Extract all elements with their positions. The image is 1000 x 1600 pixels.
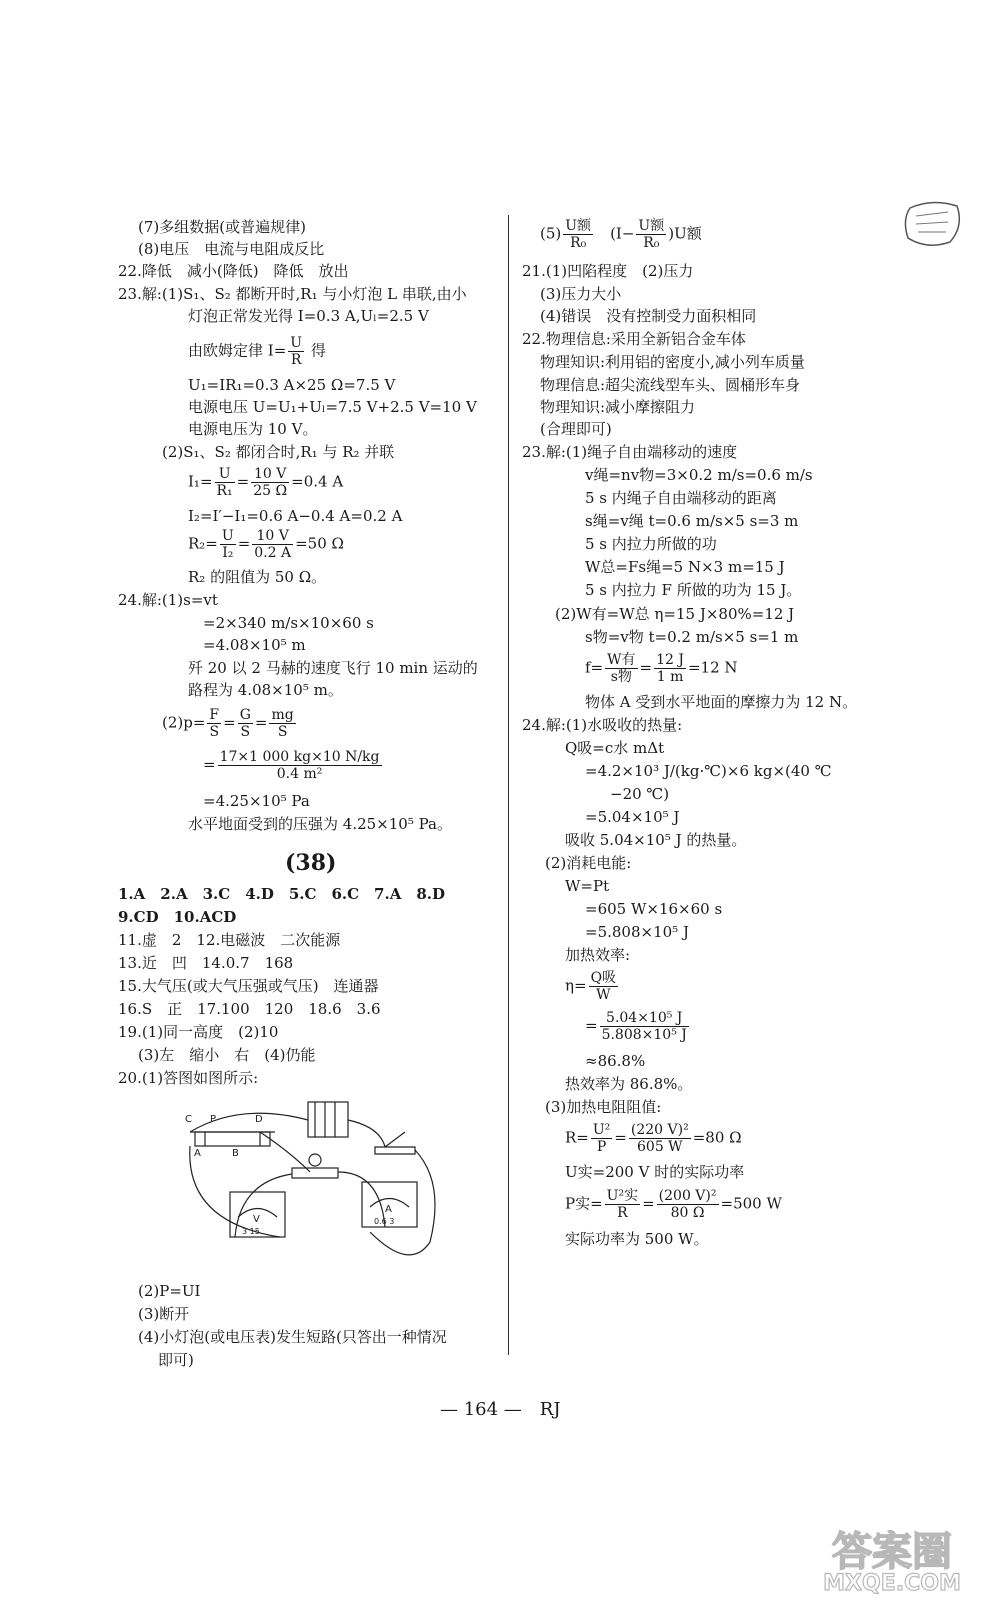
answer-line: 实际功率为 500 W。 <box>565 1230 709 1248</box>
column-divider <box>508 215 509 1355</box>
answer-line: 路程为 4.08×10⁵ m。 <box>188 681 343 699</box>
answer-line: 灯泡正常发光得 I=0.3 A,Uₗ=2.5 V <box>188 307 429 325</box>
fraction: $\frac{U}{R}$ <box>290 335 303 368</box>
svg-text:3 15: 3 15 <box>242 1227 260 1236</box>
answer-line: 21.(1)凹陷程度 (2)压力 <box>522 262 694 280</box>
answer-line: 15.大气压(或大气压强或气压) 连通器 <box>118 977 379 995</box>
answer-line: (合理即可) <box>540 420 612 438</box>
formula-line: 由欧姆定律 I= $\frac{U}{R}$ 得 <box>188 335 326 368</box>
answer-line: =4.08×10⁵ m <box>203 636 306 654</box>
answer-line: W总=Fs绳=5 N×3 m=15 J <box>585 558 785 576</box>
answer-line: Q吸=c水 mΔt <box>565 739 665 757</box>
formula-line: (2)p= $\frac{F}{S}$ = $\frac{G}{S}$ = $\frac{mg}{S}$ <box>162 707 294 740</box>
svg-text:V: V <box>253 1214 260 1225</box>
answer-line: W=Pt <box>565 877 610 895</box>
answer-line: (8)电压 电流与电阻成反比 <box>138 240 325 258</box>
circuit-diagram <box>180 1092 450 1277</box>
answer-line: 物理知识:减小摩擦阻力 <box>540 398 696 416</box>
answer-line: s物=v物 t=0.2 m/s×5 s=1 m <box>585 628 799 646</box>
answer-line: =4.25×10⁵ Pa <box>203 792 310 810</box>
answer-line: (7)多组数据(或普遍规律) <box>138 218 306 236</box>
rheostat-icon <box>195 1132 270 1146</box>
answer-line: 电源电压为 10 V。 <box>188 420 318 438</box>
svg-text:A: A <box>194 1148 201 1159</box>
svg-text:C: C <box>185 1114 192 1125</box>
svg-text:0.6 3: 0.6 3 <box>374 1217 395 1226</box>
answer-line: 24.解:(1)水吸收的热量: <box>522 716 683 734</box>
answer-line: 即可) <box>158 1351 194 1369</box>
answer-line: 5 s 内拉力所做的功 <box>585 535 717 553</box>
answer-line: 23.解:(1)S₁、S₂ 都断开时,R₁ 与小灯泡 L 串联,由小 <box>118 285 467 303</box>
formula-line: I₁= $\frac{U}{\text{R₁}}$ = $\frac{10 V}{25 \Omega}$ =0.4 A <box>188 466 344 499</box>
answer-line: 5 s 内绳子自由端移动的距离 <box>585 489 777 507</box>
battery-icon <box>308 1102 348 1137</box>
svg-text:D: D <box>255 1114 263 1125</box>
answer-line: 19.(1)同一高度 (2)10 <box>118 1023 279 1041</box>
answer-line: 吸收 5.04×10⁵ J 的热量。 <box>565 831 747 849</box>
answer-line: (2)S₁、S₂ 都闭合时,R₁ 与 R₂ 并联 <box>162 443 395 461</box>
svg-text:MXQE.COM: MXQE.COM <box>823 1571 961 1595</box>
answer-line: R₂ 的阻值为 50 Ω。 <box>188 568 327 586</box>
answer-line: (3)左 缩小 右 (4)仍能 <box>138 1046 316 1064</box>
section-heading: (38) <box>285 850 337 876</box>
svg-text:P: P <box>210 1114 217 1125</box>
answer-line: 歼 20 以 2 马赫的速度飞行 10 min 运动的 <box>188 659 478 677</box>
answer-line: (4)错误 没有控制受力面积相同 <box>540 307 757 325</box>
answer-line: 1.A 2.A 3.C 4.D 5.C 6.C 7.A 8.D <box>118 885 446 903</box>
answer-line: =2×340 m/s×10×60 s <box>203 614 374 632</box>
page-number: — 164 — RJ <box>440 1399 561 1420</box>
formula-line: = $\frac{\text{5.04×10⁵ J}}{\text{5.808×10⁵ J}}$ <box>585 1010 687 1043</box>
answer-line: 11.虚 2 12.电磁波 二次能源 <box>118 931 341 949</box>
answer-line: 5 s 内拉力 F 所做的功为 15 J。 <box>585 581 802 599</box>
answer-line: −20 ℃) <box>610 785 670 803</box>
answer-line: v绳=nv物=3×0.2 m/s=0.6 m/s <box>585 466 813 484</box>
svg-text:答案圈: 答案圈 <box>832 1529 952 1575</box>
answer-line: 物理信息:超尖流线型车头、圆桶形车身 <box>540 376 801 394</box>
answer-line: 23.解:(1)绳子自由端移动的速度 <box>522 443 738 461</box>
answer-line: 16.S 正 17.100 120 18.6 3.6 <box>118 1000 381 1018</box>
answer-line: (2)W有=W总 η=15 J×80%=12 J <box>555 605 795 623</box>
answer-line: 加热效率: <box>565 946 631 964</box>
answer-line: 13.近 凹 14.0.7 168 <box>118 954 294 972</box>
formula-line: R₂= $\frac{U}{\text{I₂}}$ = $\frac{10 V}{0.2 A}$ =50 Ω <box>188 528 344 561</box>
answer-line: 水平地面受到的压强为 4.25×10⁵ Pa。 <box>188 815 452 833</box>
answer-line: s绳=v绳 t=0.6 m/s×5 s=3 m <box>585 512 799 530</box>
answer-line: U₁=IR₁=0.3 A×25 Ω=7.5 V <box>188 376 396 394</box>
answer-line: 物理知识:利用铝的密度小,减小列车质量 <box>540 353 805 371</box>
answer-line: (3)压力大小 <box>540 285 622 303</box>
svg-text:B: B <box>232 1148 239 1159</box>
formula-line: R= $\frac{\text{U²}}{P}$ = $\frac{\text{(220 V)²}}{605 W}$ =80 Ω <box>565 1122 742 1155</box>
answer-line: (3)加热电阻阻值: <box>545 1098 662 1116</box>
answer-line: 22.降低 减小(降低) 降低 放出 <box>118 262 349 280</box>
answer-line: 物体 A 受到水平地面的摩擦力为 12 N。 <box>585 693 858 711</box>
formula-line: f= $\frac{\text{W有}}{\text{s物}}$ = $\frac{12 J}{1 m}$ =12 N <box>585 652 738 685</box>
answer-line: I₂=I′−I₁=0.6 A−0.4 A=0.2 A <box>188 507 403 525</box>
lamp-icon <box>309 1154 321 1166</box>
answer-line: (2)P=UI <box>138 1282 201 1300</box>
switch-icon <box>375 1132 415 1154</box>
answer-line: =5.04×10⁵ J <box>585 808 680 826</box>
answer-line: (4)小灯泡(或电压表)发生短路(只答出一种情况 <box>138 1328 447 1346</box>
formula-line: η= $\frac{\text{Q吸}}{W}$ <box>565 970 617 1003</box>
answer-line: 24.解:(1)s=vt <box>118 591 218 609</box>
answer-line: =605 W×16×60 s <box>585 900 723 918</box>
stamp-icon <box>902 198 962 248</box>
answer-line: 热效率为 86.8%。 <box>565 1075 693 1093</box>
formula-line: (5) $\frac{\text{U额}}{\text{R₀}}$ (I− $\frac{\text{U额}}{\text{R₀}}$ )U额 <box>540 218 702 251</box>
answer-line: 电源电压 U=U₁+Uₗ=7.5 V+2.5 V=10 V <box>188 398 477 416</box>
answer-line: =4.2×10³ J/(kg·℃)×6 kg×(40 ℃ <box>585 762 832 780</box>
answer-line: 20.(1)答图如图所示: <box>118 1069 259 1087</box>
answer-line: U实=200 V 时的实际功率 <box>565 1163 745 1181</box>
answer-line: (3)断开 <box>138 1305 190 1323</box>
answer-line: (2)消耗电能: <box>545 854 632 872</box>
answer-line: 9.CD 10.ACD <box>118 908 237 926</box>
answer-line: =5.808×10⁵ J <box>585 923 689 941</box>
watermark-logo <box>795 1520 990 1595</box>
svg-text:A: A <box>385 1204 392 1215</box>
answer-line: ≈86.8% <box>585 1052 646 1070</box>
answer-line: 22.物理信息:采用全新铝合金车体 <box>522 330 746 348</box>
formula-line: P实= $\frac{\text{U²实}}{R}$ = $\frac{\text{(200 V)²}}{80 \Omega}$ =500 W <box>565 1188 782 1221</box>
formula-line: = $\frac{17\times 1 000 kg\times 10 N/kg}{\text{0.4 m²}}$ <box>203 749 380 782</box>
